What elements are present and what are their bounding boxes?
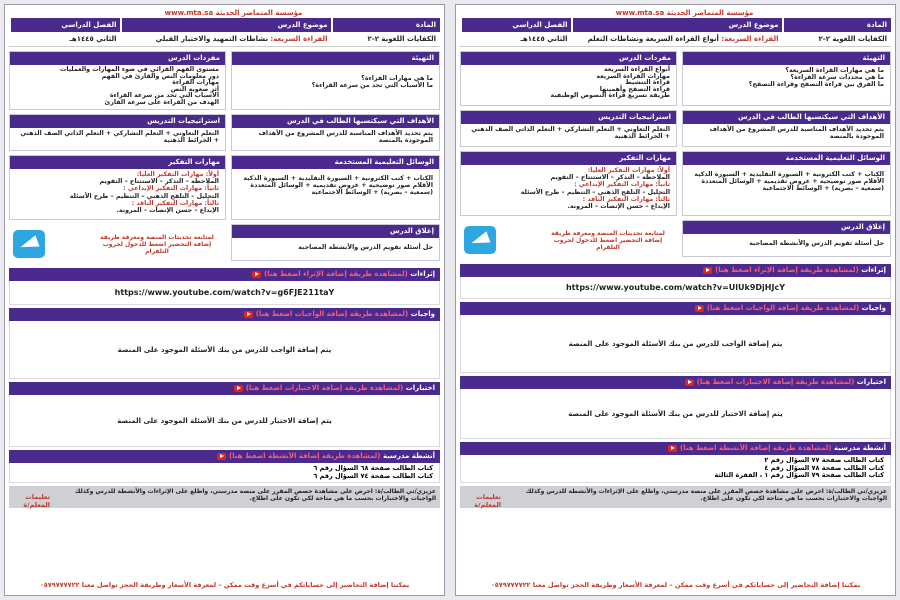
strategies-box [9,114,226,151]
lesson-items-box [9,51,226,110]
page-footer: يمكننا إضافة التحاضير إلى حساباتكم في أسرع وقت ممكن – لمعرفة الأسعار وطريقة الحجز تواصل معنا ٠٥٧٩٧٧٧٧٢٢ [490,581,861,589]
subject-header: المادة [782,18,891,32]
strategies-title: استراتيجيات التدريس [461,111,676,124]
lesson-items-box [460,51,677,106]
telegram-promo[interactable] [460,220,677,260]
closing-title: إغلاق الدرس [683,221,890,234]
youtube-icon[interactable] [234,385,243,392]
skills-heading: ثالثاً: مهارات التفكير الناقد : [582,195,670,203]
lesson-item: دور معلومات النص والقارئ في الفهم [101,72,219,80]
activities-label: أنشطة مدرسية [382,452,435,460]
homework-title [9,308,440,321]
topic-prefix: القراءة السريعة: [721,35,779,43]
telegram-icon[interactable] [13,230,45,258]
enrichment-url[interactable]: https://www.youtube.com/watch?v=g6FJE211taY [9,281,440,305]
site-url[interactable]: www.mta.sa [164,9,214,17]
term-header: الفصل الدراسي [9,18,121,32]
closing-body: حل أسئلة تقويم الدرس والأنشطة المصاحبة [298,244,433,251]
tests-section [9,382,440,447]
lesson-item: أنواع القراءة السريعة [604,66,670,73]
closing-title: إغلاق الدرس [232,225,439,238]
strategies-body: التعلم التعاوني + التعلم التشاركي + التعلم الذاتي الصف الذهني + الخرائط الذهنية [20,130,219,145]
closing-box [682,220,891,257]
homework-label: واجبات [410,310,435,318]
media-title: الوسائل التعليمية المستخدمة [232,156,439,169]
teacher-notes [9,486,440,508]
info-header-row [460,18,891,32]
topic-value [572,32,783,46]
intro-box [682,51,891,106]
media-body: الكتاب + كتب الكترونية + السبورة التقليدية + السبورة الذكية الأقلام صور توضيحية + عروض تقديمية + الوسائل المتعددة (سمعية – بصرية) + الوسائط الاجتماعية [243,175,433,197]
lesson-items-title: مفردات الدرس [461,52,676,65]
media-title: الوسائل التعليمية المستخدمة [683,152,890,165]
goals-title: الأهداف التي سيكتسبها الطالب في الدرس [232,115,439,128]
lesson-item: مهارات القراءة [172,79,219,86]
activities-title [460,442,891,455]
youtube-icon[interactable] [252,271,261,278]
skills-box [9,155,226,220]
term-value: الثاني ١٤٤٥هـ [520,35,568,43]
goals-box [682,110,891,147]
tests-title [460,376,891,389]
info-values-row [460,32,891,47]
tests-body: يتم إضافة الاختبار للدرس من بنك الأسئلة الموجود على المنصة [460,389,891,439]
skills-heading: ثالثاً: مهارات التفكير الناقد : [131,199,219,207]
media-box [682,151,891,216]
topic-prefix: القراءة السريعة: [270,35,328,43]
closing-box [231,224,440,261]
youtube-icon[interactable] [685,379,694,386]
activities-section [9,450,440,483]
skills-line: الملاحظة – التذكر – الاستنتاج – التقويم [550,174,670,182]
page-footer: يمكننا إضافة التحاضير إلى حساباتكم في أسرع وقت ممكن – لمعرفة الأسعار وطريقة الحجز تواصل معنا ٠٥٧٩٧٧٧٧٢٢ [39,581,410,589]
activities-title [9,450,440,463]
activity-item: كتاب الطالب صفحة ٦٨ السؤال رقم ٦ [313,464,433,472]
subject-header: المادة [331,18,440,32]
lesson-item: مهارات القراءة السريعة [596,72,670,80]
notes-text: عزيزي/تي الطالب/ة: احرص على مشاهدة حصص المقرر على منصة مدرستي، واطلع على الإثراءات والأنشطة للدرس وكذلك الواجبات والاختبارات بحسب ما هي متاحة لكي تكون على اطلاع. [74,488,436,502]
topic-header: موضوع الدرس [571,18,782,32]
telegram-text[interactable]: لمتابعة تحديثات المنصة ومعرفة طريقة إضافة التحضير اضغط للدخول لجروب التلقرام [551,229,665,251]
subject-value: الكفايات اللغوية ٢-٢ [818,35,887,43]
tests-body: يتم إضافة الاختبار للدرس من بنك الأسئلة الموجود على المنصة [9,395,440,447]
intro-title: التهيئة [683,52,890,65]
homework-section [460,302,891,373]
activity-item: كتاب الطالب صفحة ٧٧ السؤال رقم ٢ [764,456,884,464]
lesson-item: طريقة تسريع قراءة النصوص الوظيفية [550,92,670,100]
org-name: مؤسسة المتماضر الحديثة [215,9,303,17]
plan-page-1 [455,4,896,596]
skills-heading: ثانياً: مهارات التفكير الإبداعي : [574,181,670,189]
activity-item: كتاب الطالب صفحة ٧٤ السؤال رقم ٦ [313,471,433,480]
topic-value [121,32,332,46]
skills-box [460,151,677,216]
enrichment-title [460,264,891,277]
intro-line: ما هي محددات سرعة القراءة؟ [790,74,884,82]
enrichment-link[interactable]: (لمشاهدة طريقة إضافة الإثراء اضغط هنا) [715,266,859,274]
intro-body [683,65,890,105]
teacher-notes [460,486,891,508]
notes-label: تعليمات المعلم/ة [23,493,50,509]
media-box [231,155,440,220]
term-header: الفصل الدراسي [460,18,572,32]
skills-heading: أولاً: مهارات التفكير العليا: [587,167,670,174]
tests-title [9,382,440,395]
skills-body [10,169,225,219]
skills-line: الإبداع – حسن الإنصات – المرونة. [116,207,219,215]
skills-body [461,165,676,215]
skills-title: مهارات التفكير [461,152,676,165]
lesson-item: مستوى الفهم القرائي في ضوء المهارات والعمليات [60,66,219,73]
homework-section [9,308,440,379]
activities-label: أنشطة مدرسية [833,444,886,452]
enrichment-link[interactable]: (لمشاهدة طريقة إضافة الإثراء اضغط هنا) [264,270,408,278]
lesson-item: قراءة التنشيط [625,79,670,87]
lesson-item: الهدف من القراءة على سرعة القارئ [104,98,219,106]
activity-item: كتاب الطالب صفحة ٧٨ السؤال رقم ٤ [764,463,884,472]
site-url[interactable]: www.mta.sa [615,9,665,17]
intro-body [232,65,439,109]
homework-link[interactable]: (لمشاهدة طريقة إضافة الواجبات اضغط هنا) [706,304,860,312]
notes-label: تعليمات المعلم/ة [474,492,501,509]
tests-section [460,376,891,439]
homework-label: واجبات [861,304,886,312]
topic-text: أنواع القراءة السريعة ونشاطات التعلم [587,35,719,43]
intro-title: التهيئة [232,52,439,65]
activities-link[interactable]: (لمشاهدة طريقة إضافة الأنشطة اضغط هنا) [679,444,832,452]
skills-line: الملاحظة – التذكر – الاستنتاج – التقويم [99,178,219,186]
goals-box [231,114,440,151]
enrichment-label: إثراءات [861,266,886,274]
info-header-row [9,18,440,32]
notes-text: عزيزي/تي الطالب/ة: احرص على مشاهدة حصص المقرر على منصة مدرستي، واطلع على الإثراءات والأنشطة للدرس وكذلك الواجبات والاختبارات بحسب ما هي متاحة لكي تكون على اطلاع. [525,487,887,502]
closing-body: حل أسئلة تقويم الدرس والأنشطة المصاحبة [749,240,884,247]
term-value: الثاني ١٤٤٥هـ [69,35,117,43]
subject-value: الكفايات اللغوية ٢-٢ [367,35,436,43]
skills-line: التحليل – التلقح الذهني – التنظيم – طرح الأسئلة [69,192,219,200]
skills-heading: ثانياً: مهارات التفكير الإبداعي : [123,185,219,193]
strategies-box [460,110,677,147]
lesson-item: أثر صعوبة النص [170,85,219,93]
enrichment-label: إثراءات [410,270,435,278]
telegram-icon[interactable] [464,226,496,254]
homework-link[interactable]: (لمشاهدة طريقة إضافة الواجبات اضغط هنا) [255,310,409,318]
topic-header: موضوع الدرس [120,18,331,32]
info-values-row [9,32,440,47]
homework-title [460,302,891,315]
enrichment-section [460,264,891,299]
tests-label: اختبارات [856,378,886,386]
page-header [460,8,891,18]
skills-heading: أولاً: مهارات التفكير العليا: [136,171,219,178]
intro-line: ما الفرق بين قراءة التصفح وقراءة التصفح؟ [748,81,884,89]
org-name: مؤسسة المتماضر الحديثة [666,9,754,17]
lesson-item: الأسباب التي تحد من سرعة القراءة [109,92,219,99]
activities-body [460,455,891,483]
goals-title: الأهداف التي سيكتسبها الطالب في الدرس [683,111,890,124]
media-body: الكتاب + كتب الكترونية + السبورة التقليدية + السبورة الذكية الأقلام صور توضيحية + عروض تقديمية + الوسائل المتعددة (سمعية – بصرية) + الوسائط الاجتماعية [694,171,884,193]
activities-section [460,442,891,483]
enrichment-url[interactable]: https://www.youtube.com/watch?v=UlUk9DjHJcY [460,277,891,299]
youtube-icon[interactable] [217,453,226,460]
enrichment-title [9,268,440,281]
page-header [9,8,440,18]
youtube-icon[interactable] [695,305,704,312]
intro-line: ما هي مهارات القراءة السريعة؟ [785,67,884,74]
skills-line: الإبداع – حسن الإنصات – المرونة. [567,203,670,211]
skills-line: التحليل – التلقح الذهني – التنظيم – طرح الأسئلة [520,188,670,196]
tests-label: اختبارات [405,384,435,392]
plan-page-2 [4,4,445,596]
intro-line: ما الأسباب التي تحد من سرعة القراءة؟ [311,82,433,90]
skills-title: مهارات التفكير [10,156,225,169]
tests-link[interactable]: (لمشاهدة طريقة إضافة الاختبارات اضغط هنا) [245,384,404,392]
strategies-title: استراتيجيات التدريس [10,115,225,128]
topic-text: نشاطات التمهيد والاختبار القبلي [155,35,268,43]
tests-link[interactable]: (لمشاهدة طريقة إضافة الاختبارات اضغط هنا) [696,378,855,386]
enrichment-section [9,268,440,305]
telegram-text[interactable]: لمتابعة تحديثات المنصة ومعرفة طريقة إضافة التحضير اضغط للدخول لجروب التلقرام [100,233,214,255]
lesson-items-body [461,65,676,105]
lesson-items-title: مفردات الدرس [10,52,225,65]
youtube-icon[interactable] [703,267,712,274]
homework-body: يتم إضافة الواجب للدرس من بنك الأسئلة الموجود على المنصة [460,315,891,373]
homework-body: يتم إضافة الواجب للدرس من بنك الأسئلة الموجود على المنصة [9,321,440,379]
goals-body: يتم تحديد الأهداف المناسبة للدرس المشروع من الأهداف الموجودة بالمنصة [709,126,884,141]
lesson-item: قراءة التصفح وأهميتها [599,85,670,93]
lesson-items-body [10,65,225,109]
activities-body [9,463,440,483]
youtube-icon[interactable] [244,311,253,318]
activities-link[interactable]: (لمشاهدة طريقة إضافة الأنشطة اضغط هنا) [228,452,381,460]
strategies-body: التعلم التعاوني + التعلم التشاركي + التعلم الذاتي الصف الذهني + الخرائط الذهنية [471,126,670,141]
intro-box [231,51,440,110]
activity-item: كتاب الطالب صفحة ٧٩ السؤال رقم ١ ، الفقرة الثالثة [714,471,884,479]
telegram-promo[interactable] [9,224,226,264]
youtube-icon[interactable] [668,445,677,452]
intro-line: ما هي مهارات القراءة؟ [361,75,433,82]
goals-body: يتم تحديد الأهداف المناسبة للدرس المشروع من الأهداف الموجودة بالمنصة [258,130,433,145]
